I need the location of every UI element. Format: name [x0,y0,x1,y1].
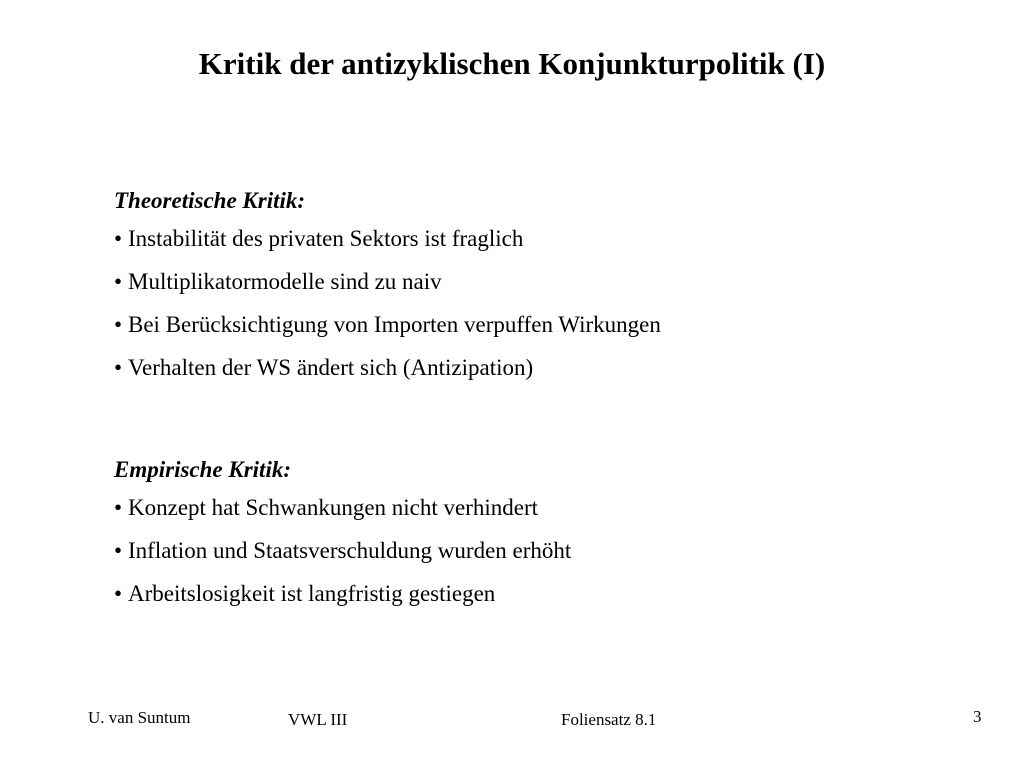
list-item-text: Instabilität des privaten Sektors ist fraglich [128,226,524,251]
bullet-icon: • [114,355,123,380]
theoretical-critique-heading: Theoretische Kritik: [114,188,306,213]
bullet-icon: • [114,312,123,337]
slide-title: Kritik der antizyklischen Konjunkturpolitik (I) [198,46,826,81]
footer-course: VWL III [288,710,348,729]
list-item-text: Multiplikatormodelle sind zu naiv [128,269,442,294]
list-item-text: Bei Berücksichtigung von Importen verpuffen Wirkungen [128,312,661,337]
footer-slide-set: Foliensatz 8.1 [561,710,657,729]
list-item-text: Verhalten der WS ändert sich (Antizipation) [128,355,534,380]
list-item [114,350,974,393]
bullet-icon: • [114,538,123,563]
empirical-critique-section [114,452,974,619]
list-item [114,576,974,619]
bullet-icon: • [114,226,123,251]
empirical-critique-heading: Empirische Kritik: [114,457,291,482]
list-item [114,533,974,576]
theoretical-critique-section [114,183,974,393]
bullet-icon: • [114,581,123,606]
bullet-icon: • [114,269,123,294]
empirical-critique-list [114,490,974,619]
list-item-text: Arbeitslosigkeit ist langfristig gestiegen [128,581,496,606]
theoretical-critique-list [114,221,974,393]
bullet-icon: • [114,495,123,520]
list-item-text: Inflation und Staatsverschuldung wurden erhöht [128,538,572,563]
footer-author: U. van Suntum [88,708,191,727]
list-item [114,307,974,350]
list-item [114,221,974,264]
page-number: 3 [973,707,982,726]
list-item [114,490,974,533]
list-item-text: Konzept hat Schwankungen nicht verhindert [128,495,539,520]
list-item [114,264,974,307]
